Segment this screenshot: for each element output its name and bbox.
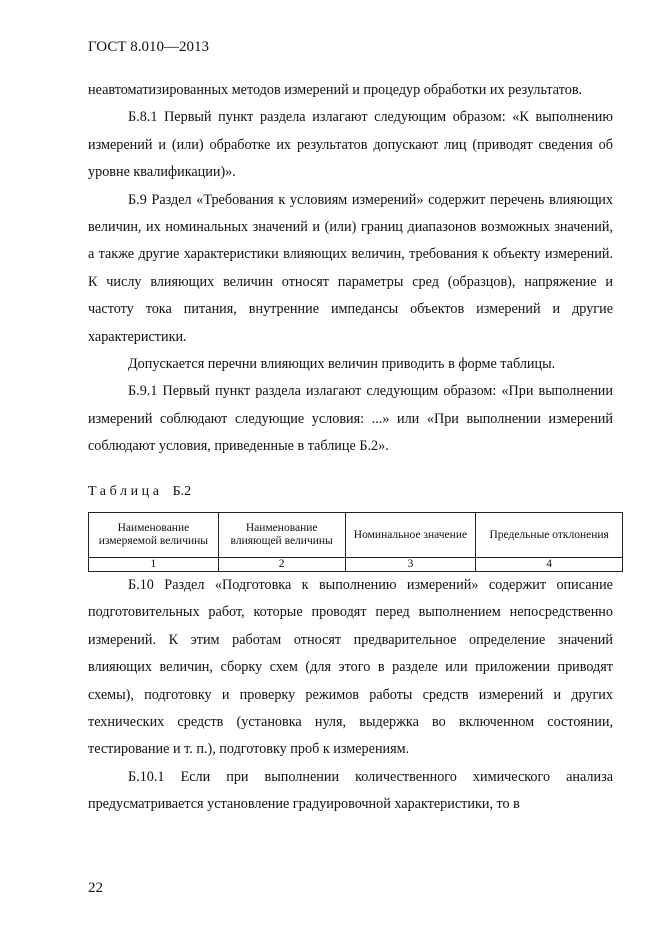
document-header: ГОСТ 8.010—2013 bbox=[88, 39, 209, 55]
page-number: 22 bbox=[88, 880, 103, 896]
table-header-cell: Предельные отклонения bbox=[476, 513, 623, 558]
table-cell: 3 bbox=[345, 558, 476, 572]
paragraph: Б.10 Раздел «Подготовка к выполнению измерений» содержит описание подготовительных работ, которые проводят перед выполнением непосредственно измерений. К этим работам относят предварительное определение значений влияющих величин, сборку схем (для этого в разделе или приложении приводят схемы), подготовку и проверку режимов работы средств измерений и других технических средств (установка нуля, выдержка во включенном состоянии, тестирование и т. п.), подготовку проб к измерениям. bbox=[88, 577, 613, 758]
paragraph: Б.9 Раздел «Требования к условиям измерений» содержит перечень влияющих величин, их номинальных значений и (или) границ диапазонов возможных значений, а также другие характеристики влияющих величин, требования к объекту измерений. К числу влияющих величин относят параметры сред (образцов), напряжение и частоту тока питания, внутренние импедансы объектов измерений и другие характеристики. bbox=[88, 191, 613, 345]
paragraph: Б.10.1 Если при выполнении количественного химического анализа предусматривается установление градуировочной характеристики, то в bbox=[88, 768, 613, 813]
table-cell: 2 bbox=[218, 558, 345, 572]
table-header-cell: Наименование измеряемой величины bbox=[89, 513, 219, 558]
table-caption-word: Таблица bbox=[88, 484, 163, 499]
paragraph: Б.9.1 Первый пункт раздела излагают следующим образом: «При выполнении измерений соблюдают следующие условия: ...» или «При выполнении измерений соблюдают условия, приведенные в таблице Б.2». bbox=[88, 383, 613, 455]
paragraph: Допускается перечни влияющих величин приводить в форме таблицы. bbox=[128, 356, 556, 373]
table-row bbox=[89, 558, 623, 572]
table-header-cell: Наименование влияющей величины bbox=[218, 513, 345, 558]
table-caption bbox=[88, 484, 191, 500]
body-text-bottom bbox=[88, 572, 613, 819]
table-header-row bbox=[89, 513, 623, 558]
table-header-cell: Номинальное значение bbox=[345, 513, 476, 558]
table-cell: 1 bbox=[89, 558, 219, 572]
table-caption-number: Б.2 bbox=[172, 484, 192, 499]
paragraph: неавтоматизированных методов измерений и процедур обработки их результатов. bbox=[88, 82, 583, 98]
conditions-table bbox=[88, 512, 623, 572]
table-cell: 4 bbox=[476, 558, 623, 572]
paragraph: Б.8.1 Первый пункт раздела излагают следующим образом: «К выполнению измерений и (или) обработке их результатов допускают лиц (приводят сведения об уровне квалификации)». bbox=[88, 109, 613, 181]
body-text-top bbox=[88, 77, 613, 461]
